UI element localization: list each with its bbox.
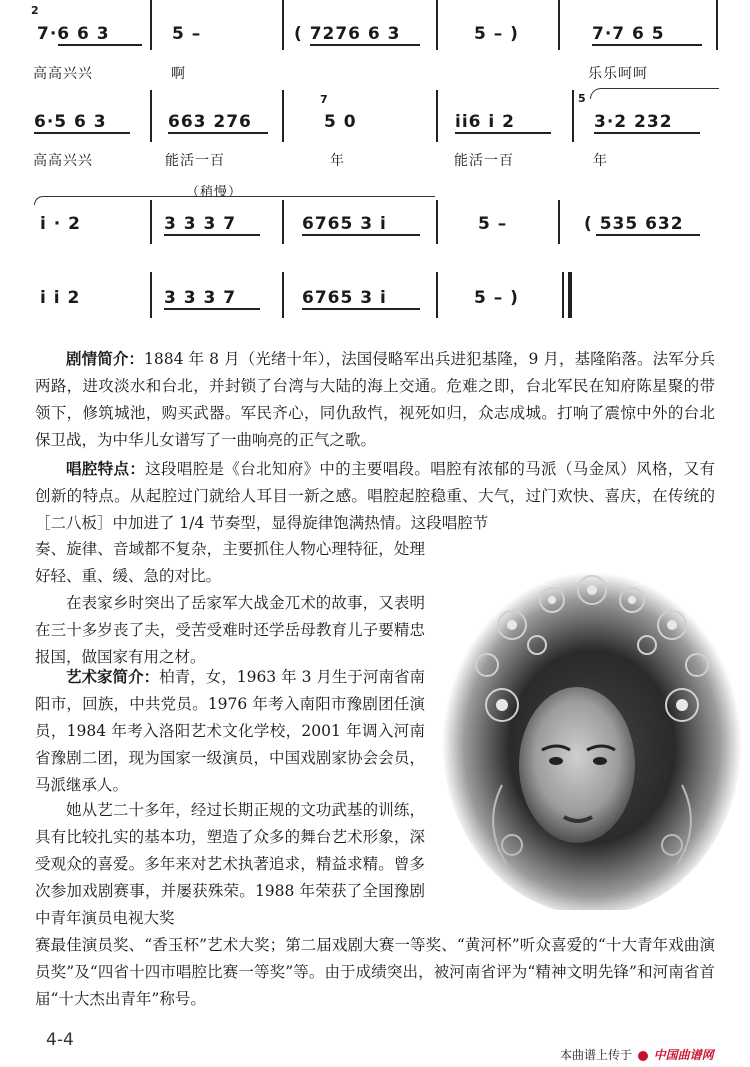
measure-1: i i 2 [40,288,81,308]
measure-2: 3 3 3 7 [164,214,237,234]
lyric: 高高兴兴 [33,66,93,82]
grace-note: 5 [578,92,587,105]
page-number: 4-4 [46,1030,74,1050]
artist-intro-heading: 艺术家简介： [66,667,160,686]
footer-watermark [560,1046,714,1063]
aria-features-body: 这段唱腔是《台北知府》中的主要唱段。唱腔有浓郁的马派（马金凤）风格，又有创新的特点。从起腔过门就给人耳目一新之感。唱腔起腔稳重、大气，过门欢快、喜庆，在传统的［二八板］中加进了 1/4 节奏型，显得旋律饱满热情。这段唱腔节 [35,460,715,532]
lyric: 啊 [171,66,186,82]
grace-note: 7 [320,93,329,106]
measure-2: 5 – [172,24,202,44]
aria-features [35,455,715,537]
measure-4: 5 – [478,214,508,234]
measure-5: 7·7 6 5 [592,24,665,44]
measure-3: 6765 3 i [302,288,387,308]
measure-4: 5 – ) [474,288,519,308]
measure-4: ii6 i 2 [455,112,515,132]
aria-features-cont: 奏、旋律、音域都不复杂，主要抓住人物心理特征，处理好轻、重、缓、急的对比。 [35,540,425,585]
career-paragraph: 她从艺二十多年，经过长期正规的文功武基的训练，具有比较扎实的基本功，塑造了众多的舞台艺术形象，深受观众的喜爱。多年来对艺术执著追求，精益求精。曾多次参加戏剧赛事，并屡获殊荣。1988 年荣获了全国豫剧中青年演员电视大奖 [35,801,425,927]
portrait-image [442,555,742,910]
artist-intro-body: 柏青，女，1963 年 3 月生于河南省南阳市，回族，中共党员。1976 年考入南阳市豫剧团任演员，1984 年考入洛阳艺术文化学校，2001 年调入河南省豫剧二团，现为国家一级演员，中国戏剧家协会会员，马派继承人。 [35,668,425,794]
plot-summary-body: 1884 年 8 月（光绪十年），法国侵略军出兵进犯基隆，9 月，基隆陷落。法军分兵两路，进攻淡水和台北，并封锁了台湾与大陆的海上交通。危难之即，台北军民在知府陈星聚的带领下，修筑城池，购买武器。军民齐心，同仇敌忾，视死如归，众志成城。打响了震惊中外的台北保卫战，为中华儿女谱写了一曲响亮的正气之歌。 [35,350,715,449]
lyric: 年 [593,153,608,169]
upload-label: 本曲谱上传于 [560,1048,633,1062]
lyric: 能活一百 [454,153,514,169]
lyric: 乐乐呵呵 [588,66,648,82]
site-name[interactable]: 中国曲谱网 [653,1048,714,1062]
story-paragraph: 在表家乡时突出了岳家军大战金兀术的故事，又表明在三十多岁丧了夫，受苦受难时还学岳母教育儿子要精忠报国，做国家有用之材。 [35,594,425,666]
aria-features-heading: 唱腔特点： [66,459,146,478]
artist-intro [35,663,425,799]
measure-5: 3·2 232 [594,112,673,132]
measure-1: 7·6 6 3 [37,24,110,44]
performer-portrait [442,555,742,910]
lyric: 高高兴兴 [33,153,93,169]
measure-4: 5 – ) [474,24,519,44]
measure-3: 5 0 [324,112,357,132]
meter-mark: 2 [31,4,40,17]
measure-1: 6·5 6 3 [34,112,107,132]
tempo-mark: （稍慢） [186,185,243,200]
plot-summary-heading: 剧情简介： [66,349,145,368]
measure-2: 3 3 3 7 [164,288,237,308]
site-logo-icon [638,1051,648,1061]
plot-summary [35,345,715,454]
measure-2: 663 276 [168,112,252,132]
measure-3: ( 7276 6 3 [294,24,401,44]
measure-3: 6765 3 i [302,214,387,234]
measure-5: ( 535 632 [584,214,684,234]
lyric: 年 [330,153,345,169]
lyric: 能活一百 [165,153,225,169]
career-paragraph-cont: 赛最佳演员奖、“香玉杯”艺术大奖；第二届戏剧大赛一等奖、“黄河杯”听众喜爱的“十大青年戏曲演员奖”及“四省十四市唱腔比赛一等奖”等。由于成绩突出，被河南省评为“精神文明先锋”和河南省首届“十大杰出青年”称号。 [35,936,715,1008]
measure-1: i · 2 [40,214,81,234]
